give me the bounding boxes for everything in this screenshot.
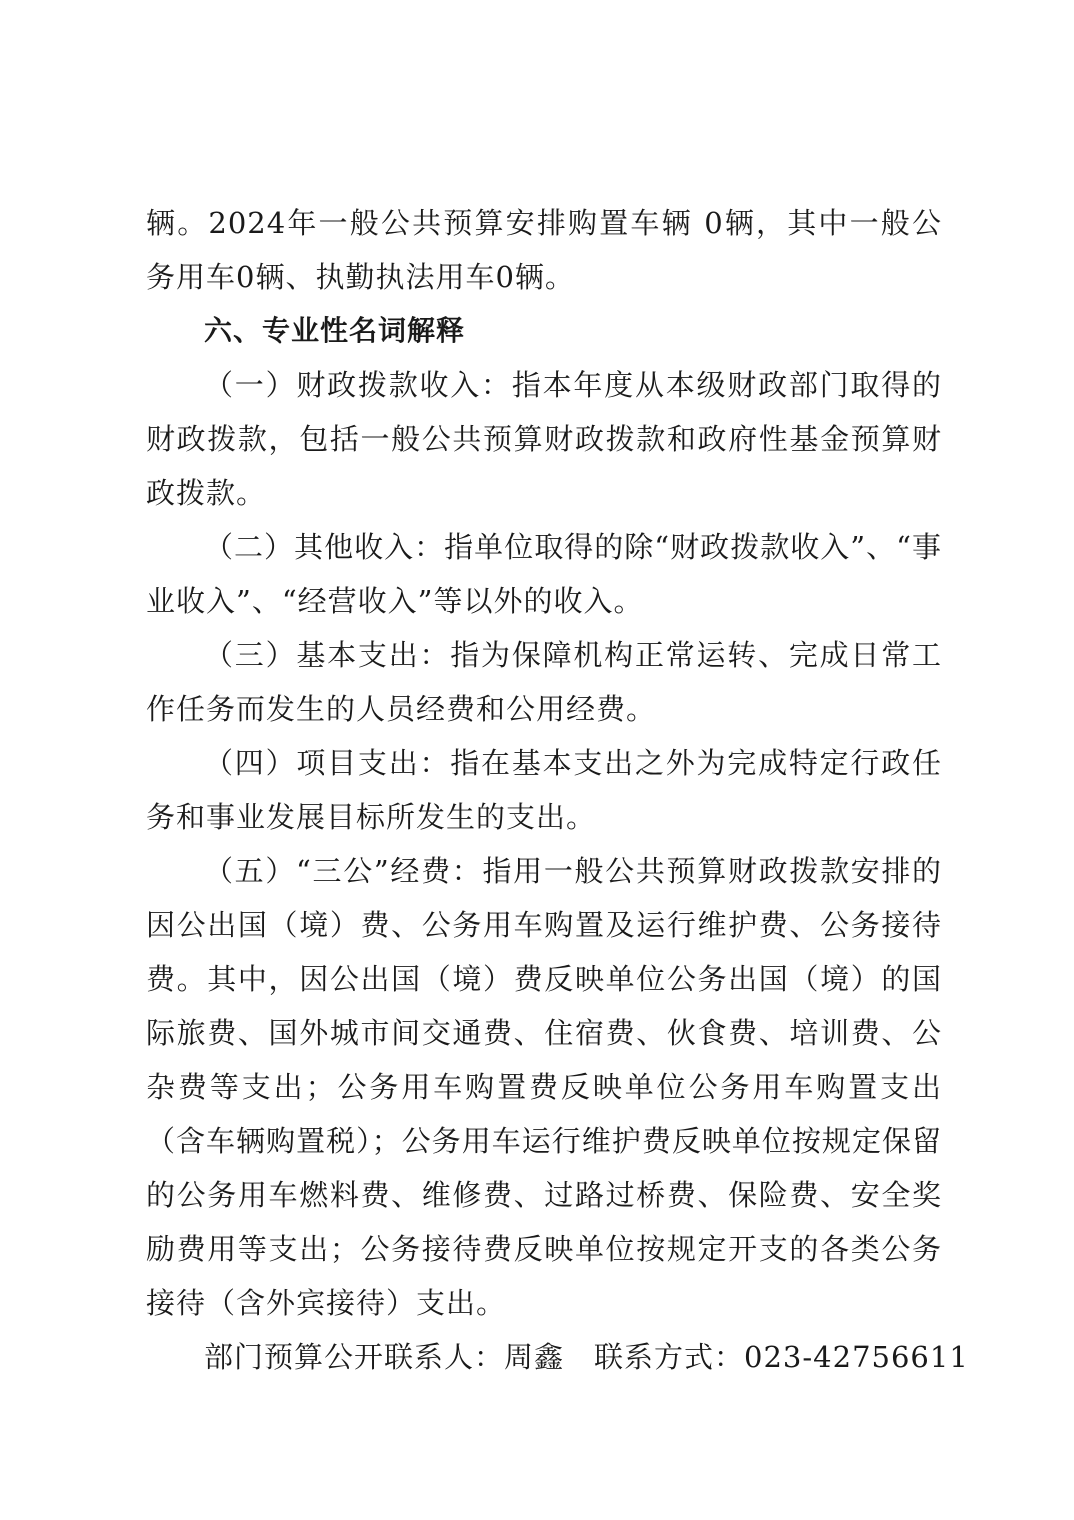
definition-other-income: （二）其他收入：指单位取得的除“财政拨款收入”、“事业收入”、“经营收入”等以外的收入。 [146, 530, 942, 618]
definition-fiscal-appropriation: （一）财政拨款收入：指本年度从本级财政部门取得的财政拨款，包括一般公共预算财政拨款和政府性基金预算财政拨款。 [146, 368, 942, 510]
definition-three-public-expenses: （五）“三公”经费：指用一般公共预算财政拨款安排的因公出国（境）费、公务用车购置及运行维护费、公务接待费。其中，因公出国（境）费反映单位公务出国（境）的国际旅费、国外城市间交通费、住宿费、伙食费、培训费、公杂费等支出；公务用车购置费反映单位公务用车购置支出（含车辆购置税）；公务用车运行维护费反映单位按规定保留的公务用车燃料费、维修费、过路过桥费、保险费、安全奖励费用等支出；公务接待费反映单位按规定开支的各类公务接待（含外宾接待）支出。 [146, 854, 942, 1320]
contact-person: 部门预算公开联系人：周鑫 [204, 1340, 565, 1374]
vehicle-paragraph: 辆。2024年一般公共预算安排购置车辆 0辆，其中一般公务用车0辆、执勤执法用车0辆。 [146, 206, 942, 294]
contact-phone: 联系方式：023-42756611 [594, 1340, 969, 1374]
contact-line [146, 1330, 969, 1384]
definition-project-expenditure: （四）项目支出：指在基本支出之外为完成特定行政任务和事业发展目标所发生的支出。 [146, 746, 942, 834]
definition-basic-expenditure: （三）基本支出：指为保障机构正常运转、完成日常工作任务而发生的人员经费和公用经费。 [146, 638, 942, 726]
section-heading: 六、专业性名词解释 [204, 314, 466, 347]
document-body [146, 196, 969, 1384]
